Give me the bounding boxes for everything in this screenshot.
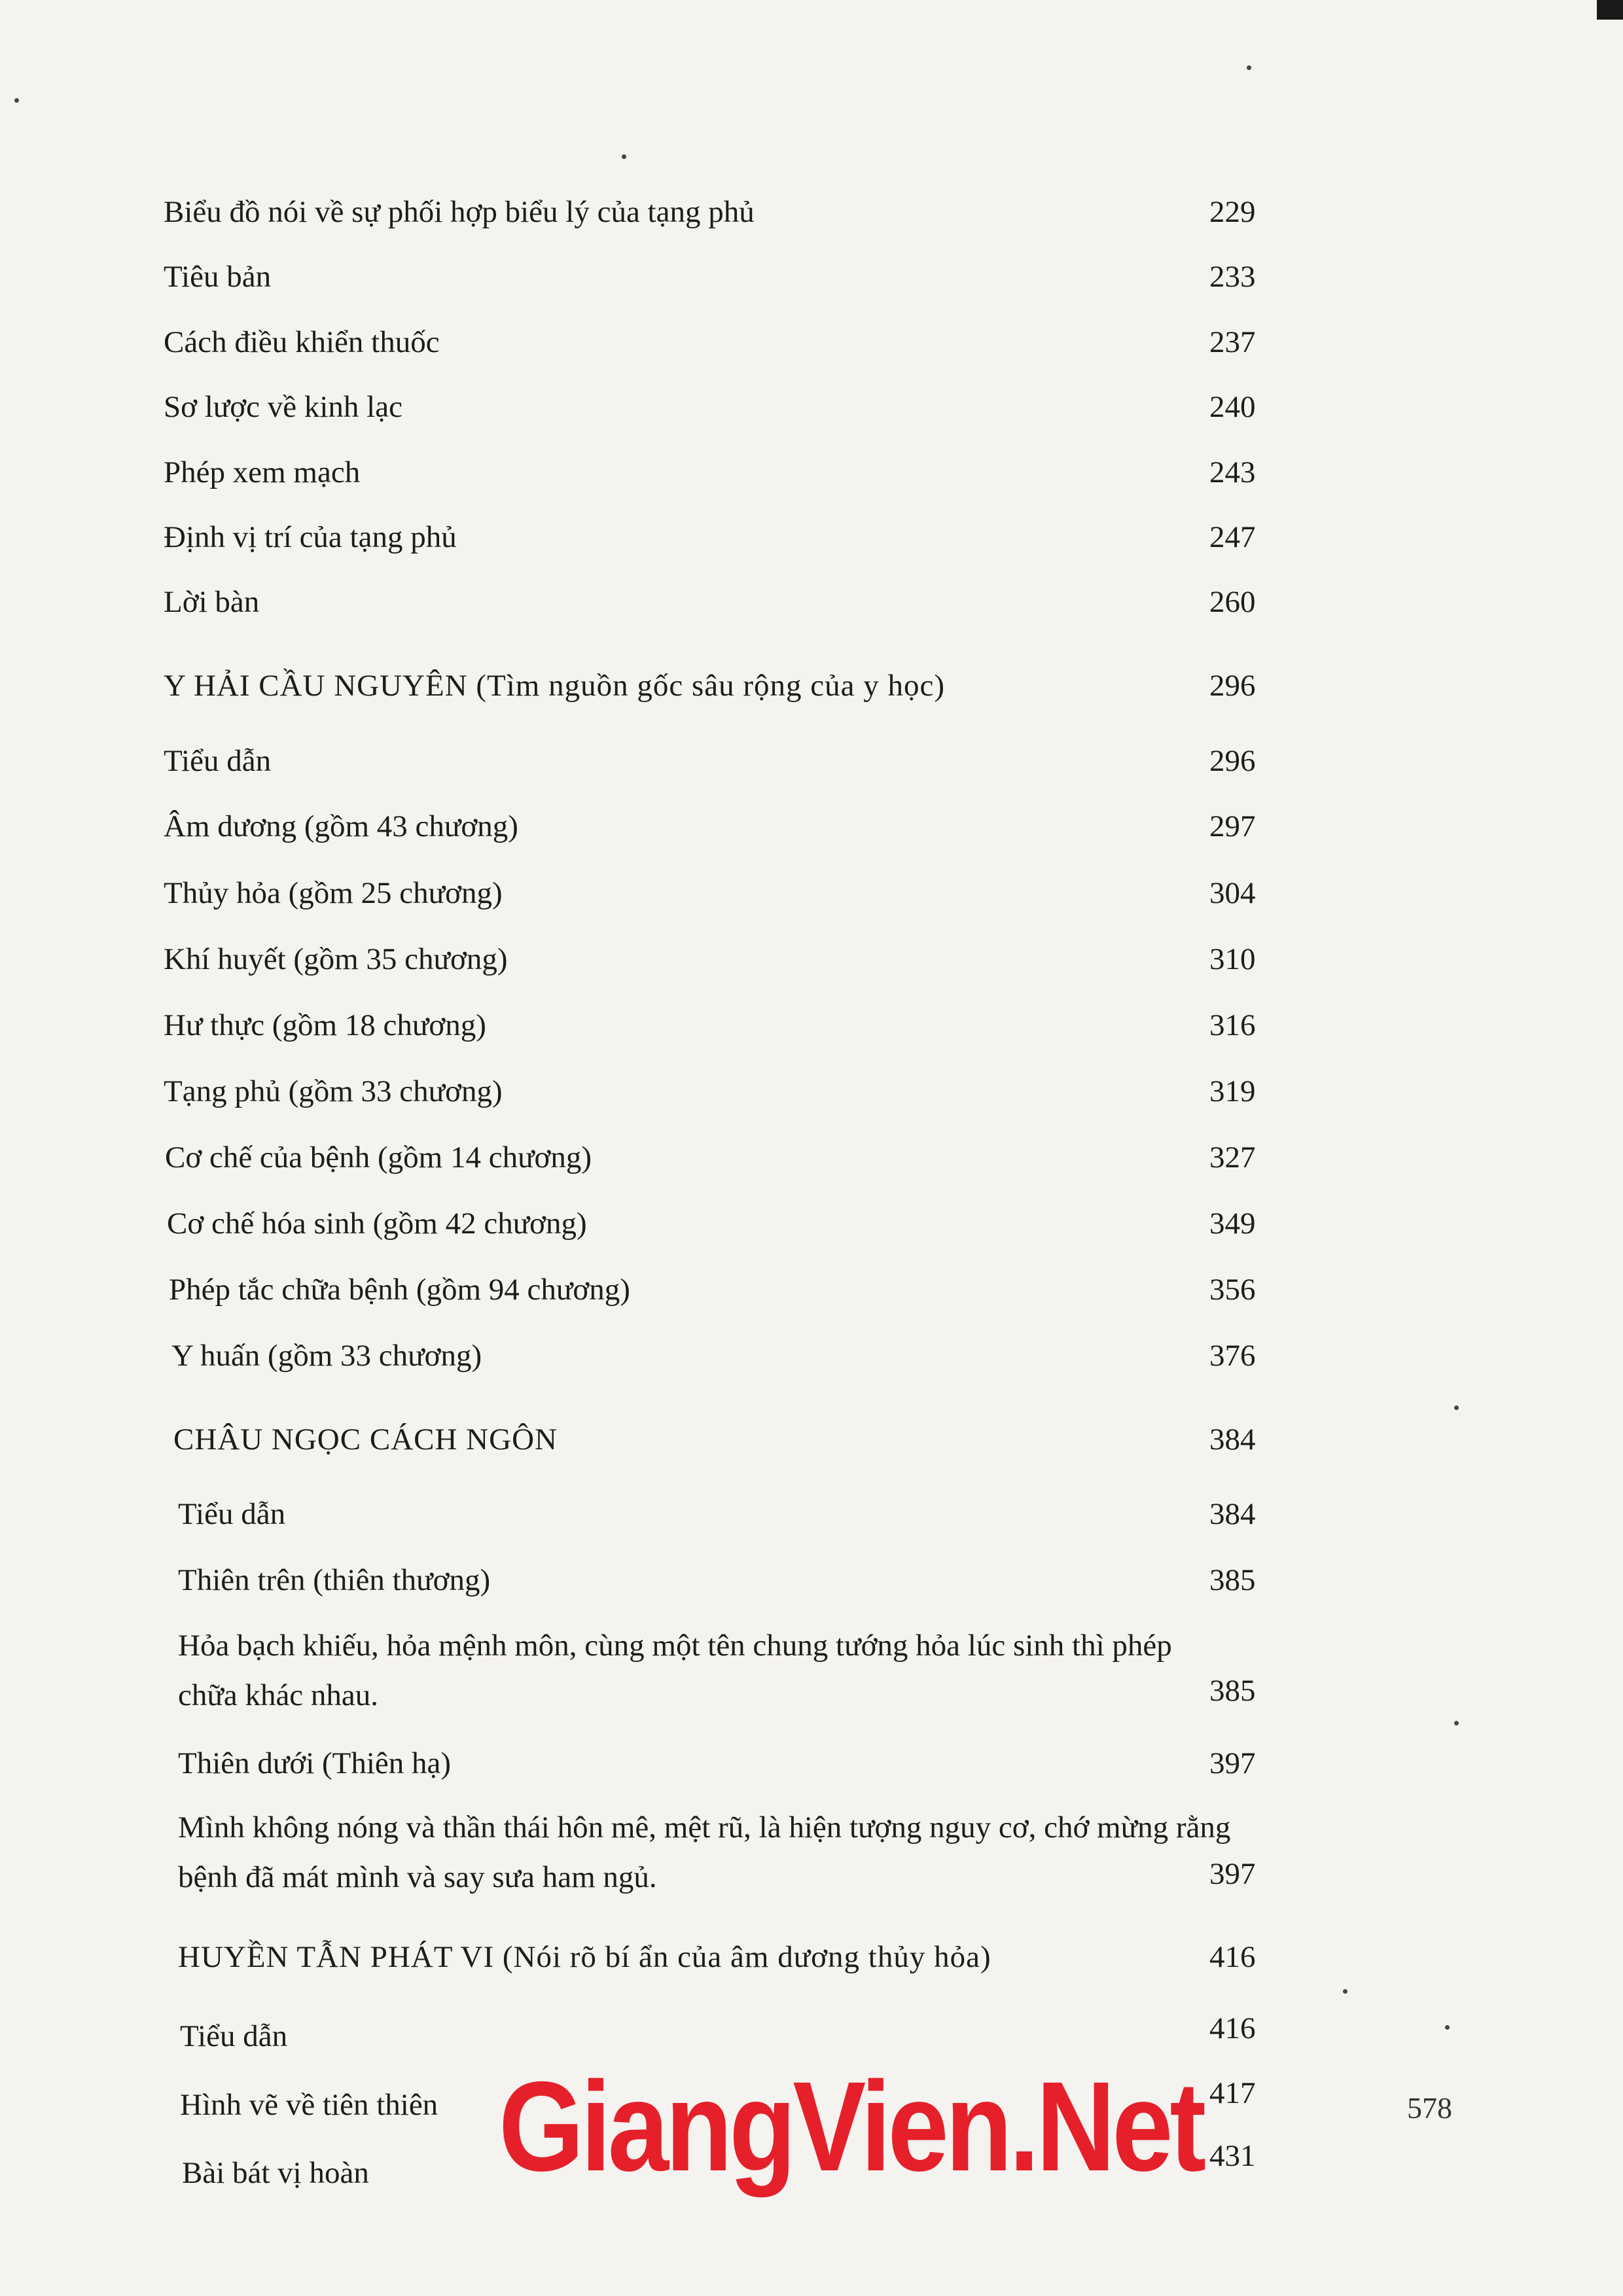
toc-entry-title: Y HẢI CẦU NGUYÊN (Tìm nguồn gốc sâu rộng của y học) (164, 669, 946, 703)
toc-entry-title: Bài bát vị hoàn (182, 2156, 369, 2190)
toc-entry-title: Mình không nóng và thần thái hôn mê, mệt rũ, là hiện tượng nguy cơ, chớ mừng rằng bệnh đã mát mình và say sưa ham ngủ. (178, 1810, 1231, 1894)
scan-speck (1454, 1405, 1459, 1410)
toc-entry-page: 431 (1209, 2139, 1256, 2173)
toc-entry-page: 416 (1209, 1940, 1256, 1974)
toc-entry-title: Âm dương (gồm 43 chương) (164, 809, 518, 843)
toc-entry-title: Phép tắc chữa bệnh (gồm 94 chương) (169, 1273, 630, 1307)
toc-entry-page: 319 (1209, 1074, 1256, 1108)
toc-entry-page: 416 (1209, 2011, 1256, 2045)
toc-entry-title: Sơ lược về kinh lạc (164, 390, 402, 424)
toc-entry-title: Thiên trên (thiên thương) (178, 1563, 491, 1597)
toc-entry-title: Tiểu dẫn (164, 744, 272, 778)
toc-entry-page: 327 (1209, 1140, 1256, 1174)
scan-speck (622, 154, 626, 159)
toc-entry-page: 243 (1209, 455, 1256, 489)
toc-entry-page: 385 (1209, 1674, 1256, 1708)
toc-entry-title: Cơ chế hóa sinh (gồm 42 chương) (167, 1207, 587, 1241)
toc-entry-page: 310 (1209, 942, 1256, 976)
toc-entry-title: Cơ chế của bệnh (gồm 14 chương) (165, 1140, 592, 1174)
toc-entry-title: Lời bàn (164, 585, 260, 619)
scan-speck (1343, 1989, 1347, 1994)
toc-entry-title: Khí huyết (gồm 35 chương) (164, 942, 508, 976)
scan-speck (1247, 65, 1251, 70)
toc-entry-page: 397 (1209, 1857, 1256, 1891)
scan-edge-mark (1597, 0, 1623, 20)
toc-entry-page: 297 (1209, 809, 1256, 843)
toc-entry-page: 237 (1209, 325, 1256, 359)
toc-entry-title: Phép xem mạch (164, 455, 361, 489)
toc-entry-page: 356 (1209, 1273, 1256, 1307)
scan-speck (1445, 2025, 1450, 2030)
toc-entry-page: 316 (1209, 1008, 1256, 1042)
toc-entry-page: 384 (1209, 1497, 1256, 1531)
toc-entry-page: 397 (1209, 1746, 1256, 1780)
toc-entry-page: 296 (1209, 669, 1256, 703)
toc-entry-page: 247 (1209, 520, 1256, 554)
toc-entry-page: 296 (1209, 744, 1256, 778)
toc-entry-title: Tiểu dẫn (180, 2019, 288, 2053)
toc-entry-page: 384 (1209, 1422, 1256, 1457)
toc-entry-title: Thủy hỏa (gồm 25 chương) (164, 876, 503, 910)
watermark-logo: GiangVien.Net (499, 2055, 1204, 2198)
toc-entry-title: Cách điều khiển thuốc (164, 325, 440, 359)
toc-entry-title: Tiểu dẫn (178, 1497, 286, 1531)
toc-entry-page: 385 (1209, 1563, 1256, 1597)
toc-entry-title: Hình vẽ về tiên thiên (180, 2088, 438, 2122)
scan-speck (1454, 1721, 1459, 1725)
toc-entry-title: CHÂU NGỌC CÁCH NGÔN (173, 1422, 558, 1457)
toc-entry-page: 349 (1209, 1207, 1256, 1241)
toc-entry-page: 376 (1209, 1339, 1256, 1373)
toc-entry-title: Định vị trí của tạng phủ (164, 520, 457, 554)
toc-entry-page: 229 (1209, 195, 1256, 229)
toc-entry-title: Hư thực (gồm 18 chương) (164, 1008, 486, 1042)
toc-entry-title: Biểu đồ nói về sự phối hợp biểu lý của tạng phủ (164, 195, 755, 229)
toc-entry-page: 260 (1209, 585, 1256, 619)
toc-entry-title: Y huấn (gồm 33 chương) (171, 1339, 482, 1373)
toc-entry-page: 233 (1209, 260, 1256, 294)
toc-entry-title: HUYỀN TẪN PHÁT VI (Nói rõ bí ẩn của âm dương thủy hỏa) (178, 1940, 991, 1974)
toc-entry-page: 304 (1209, 876, 1256, 910)
scan-speck (14, 98, 19, 103)
toc-entry-page: 240 (1209, 390, 1256, 424)
toc-entry-title: Tạng phủ (gồm 33 chương) (164, 1074, 503, 1108)
toc-entry-title: Thiên dưới (Thiên hạ) (178, 1746, 452, 1780)
page-number: 578 (1407, 2091, 1452, 2125)
toc-entry-title: Hỏa bạch khiếu, hỏa mệnh môn, cùng một tên chung tướng hỏa lúc sinh thì phép chữa khác nhau. (178, 1629, 1172, 1712)
toc-entry-title: Tiêu bản (164, 260, 272, 294)
toc-entry-page: 417 (1209, 2076, 1256, 2110)
